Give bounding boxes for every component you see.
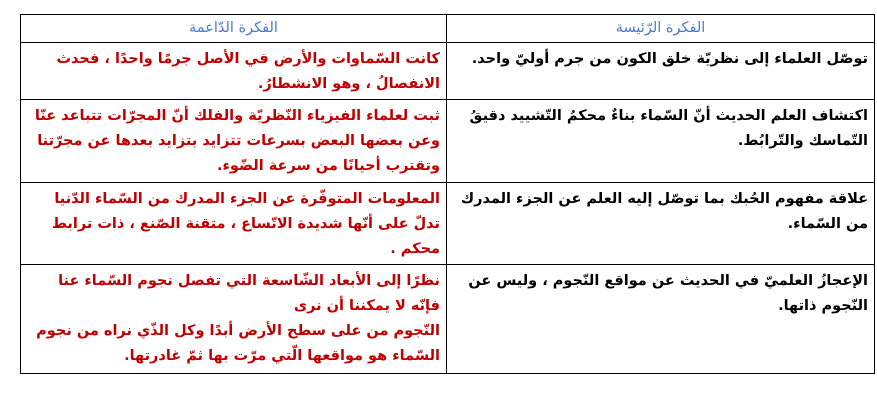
ideas-table-container	[20, 14, 874, 374]
header-main-idea: الفكرة الرّئيسة	[447, 15, 875, 43]
supporting-idea-cell: المعلومات المتوفّرة عن الجزء المدرك من السّماء الدّنيا تدلّ على أنّها شديدة الاتّساع ، متقنة الصّنع ، ذات ترابط محكم .	[21, 183, 447, 265]
supporting-idea-line: النّجوم من على سطح الأرض أبدًا وكل الذّي نراه من نجوم السّماء هو مواقعها الّتي مرّت بها ثمّ غادرتها.	[36, 323, 440, 364]
table-row	[21, 183, 875, 265]
supporting-idea-line: نظرًا إلى الأبعاد الشّاسعة التي تفصل نجوم السّماء عنا فإنّه لا يمكننا أن نرى	[58, 273, 440, 314]
ideas-table	[20, 14, 875, 374]
main-idea-cell: توصّل العلماء إلى نظريّة خلق الكون من جرم أوليّ واحد.	[447, 43, 875, 100]
table-row	[21, 100, 875, 183]
table-header-row	[21, 15, 875, 43]
supporting-idea-cell	[21, 265, 447, 374]
table-row	[21, 265, 875, 374]
main-idea-cell: علاقة مفهوم الحُبك بما توصّل إليه العلم عن الجزء المدرك من السّماء.	[447, 183, 875, 265]
main-idea-cell: اكتشاف العلم الحديث أنّ السّماء بناءٌ محكمُ التّشييد دقيقُ التّماسك والتّرابُط.	[447, 100, 875, 183]
table-row	[21, 43, 875, 100]
supporting-idea-cell: ثبت لعلماء الفيزياء النّظريّة والفلك أنّ المجرّات تتباعد عنّا وعن بعضها البعض بسرعات تتزايد بتزايد بعدها عن مجرّتنا وتقترب أحيانًا من سرعة الضّوء.	[21, 100, 447, 183]
main-idea-cell: الإعجازُ العلميّ في الحديث عن مواقع النّجوم ، وليس عن النّجوم ذاتها.	[447, 265, 875, 374]
header-supporting-idea: الفكرة الدّاعمة	[21, 15, 447, 43]
supporting-idea-cell: كانت السّماوات والأرض في الأصل جرمًا واحدًا ، فحدث الانفصالُ ، وهو الانشطارُ.	[21, 43, 447, 100]
